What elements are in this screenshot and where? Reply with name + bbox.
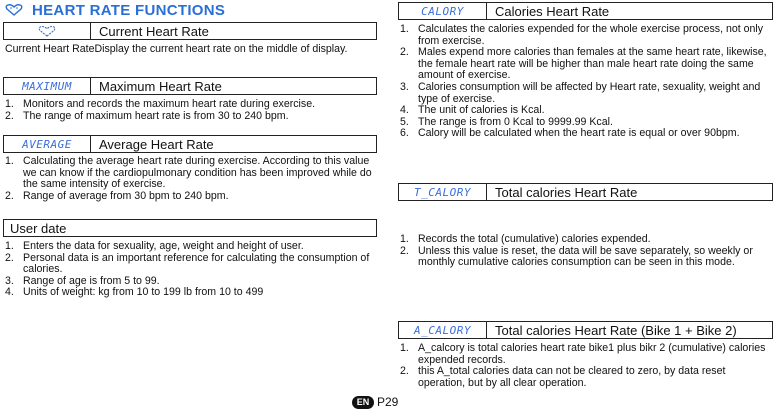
maximum-heart-rate-label: Maximum Heart Rate [99,78,222,94]
total-calories-label: Total calories Heart Rate [495,184,638,200]
average-heart-rate-list [5,156,379,202]
list-item: 2. Range of average from 30 bpm to 240 bpm. [5,189,229,202]
calories-heart-rate-header [398,2,773,20]
calories-heart-rate-list [400,24,772,140]
user-date-label: User date [10,220,67,236]
lcd-maximum: MAXIMUM [4,78,91,94]
list-item: 2. Males expend more calories than females at the same heart rate, likewise, the female heart rate will be higher than male heart rate doing the same amount of exercise. [400,46,767,82]
heart-icon [36,25,58,38]
user-date-list [5,241,375,299]
lcd-calory: CALORY [399,3,487,19]
total-calories-bike-header [398,321,773,339]
lcd-t-calory: T_CALORY [399,184,487,200]
list-item: 2. Personal data is an important reference for calculating the consumption of calories. [5,251,370,276]
page-footer [352,395,398,409]
list-item: 6. Calory will be calculated when the heart rate is equal or over 90bpm. [400,127,740,140]
list-item: 1. Calculates the calories expended for the whole exercise process, not only from exercise. [400,23,764,47]
lcd-a-calory: A_CALORY [399,322,487,338]
list-item: 2. The range of maximum heart rate is from 30 to 240 bpm. [5,109,289,122]
current-heart-rate-label: Current Heart Rate [99,23,209,39]
average-heart-rate-header [3,135,377,153]
user-date-header [3,219,377,237]
section-title [4,1,225,19]
list-item: 1. Records the total (cumulative) calories expended. [400,233,651,245]
list-item: 1. Calculating the average heart rate during exercise. According to this value we can know if the cardiopulmonary condition has been improved while do the same intensity of exercise. [5,155,372,191]
maximum-heart-rate-header [3,77,377,95]
list-item: 2. Unless this value is reset, the data will be save separately, so weekly or monthly cumulative calories consumption can be seen in this mode. [400,244,753,269]
total-calories-list [400,234,772,269]
average-heart-rate-label: Average Heart Rate [99,136,214,152]
page-number: P29 [377,395,399,409]
list-item: 1. A_calcory is total calories heart rate bike1 plus bikr 2 (cumulative) calories expended records. [400,342,766,366]
list-item: 4. Units of weight: kg from 10 to 199 lb from 10 to 499 [5,286,264,299]
list-item: 2. this A_total calories data can not be cleared to zero, by data reset operation, but by all clear operation. [400,365,726,389]
heart-icon [4,3,24,17]
calories-heart-rate-label: Calories Heart Rate [495,3,610,19]
list-item: 3. Range of age is from 5 to 99. [5,274,160,287]
total-calories-bike-list [400,343,772,389]
language-badge: EN [352,396,374,409]
list-item: 1. Enters the data for sexuality, age, weight and height of user. [5,240,304,252]
list-item: 3. Calories consumption will be affected by Heart rate, sexuality, weight and type of exercise. [400,80,761,105]
lcd-average: AVERAGE [4,136,91,152]
list-item: 4. The unit of calories is Kcal. [400,104,545,117]
lcd-heart-box [4,23,91,39]
current-heart-rate-description: Current Heart RateDisplay the current heart rate on the middle of display. [5,43,348,55]
total-calories-bike-label: Total calories Heart Rate (Bike 1 + Bike 2) [495,322,737,338]
page-title: HEART RATE FUNCTIONS [32,1,226,19]
maximum-heart-rate-list [5,99,375,122]
list-item: 1. Monitors and records the maximum heart rate during exercise. [5,98,316,110]
list-item: 5. The range is from 0 Kcal to 9999.99 Kcal. [400,115,613,128]
current-heart-rate-header [3,22,377,40]
total-calories-header [398,183,773,201]
